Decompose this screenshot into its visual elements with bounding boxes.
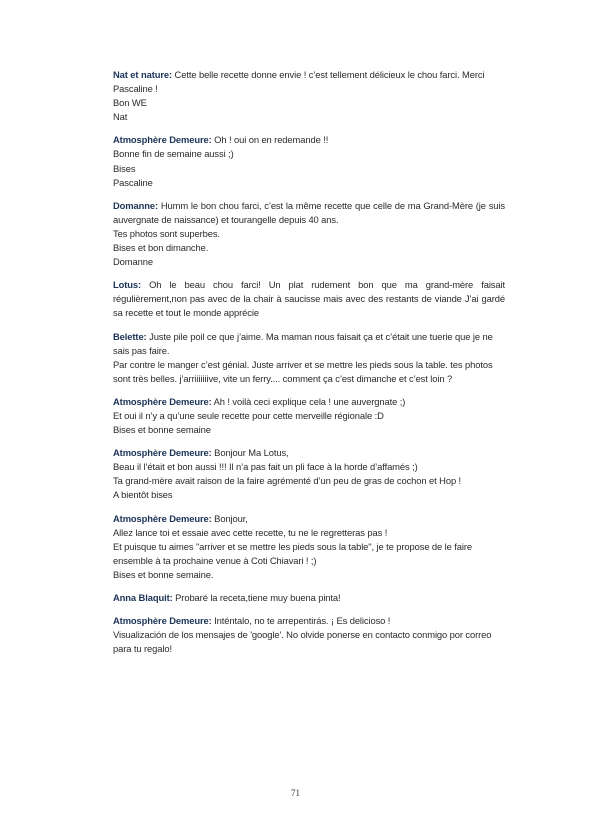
comment-text: Ah ! voilà ceci explique cela ! une auvergnate ;) [213,395,406,407]
comment-block [113,68,505,124]
comment-author: Atmosphère Demeure: [113,134,212,146]
comment-text: Et puisque tu aimes "arriver et se mettre les pieds sous la table", je te propose de le faire ensemble à ta prochaine venue à Coti Chiavari ! ;) [113,540,473,566]
comment-text: Oh le beau chou farci! Un plat rudement bon que ma grand-mère faisait régulièrement,non pas avec de la chair à saucisse mais avec des restants de viande J’ai gardé sa recette et tout le monde apprécie [113,279,505,319]
comment-line [113,568,505,582]
comment-line [113,358,505,386]
comment-list [113,68,505,656]
comment-line [113,147,505,161]
comment-text: Beau il l’était et bon aussi !!! Il n’a pas fait un pli face à la horde d’affamés ;) [113,461,418,473]
comment-text: Et oui il n’y a qu’une seule recette pour cette merveille régionale :D [113,409,384,421]
comment-author: Lotus: [113,279,142,291]
comment-line [113,591,505,605]
comment-author: Belette: [113,330,147,342]
comment-text: Tes photos sont superbes. [113,227,220,239]
comment-text: Ta grand-mère avait raison de la faire agrémenté d’un peu de gras de cochon et Hop ! [113,475,462,487]
comments-page [113,68,505,665]
comment-text: Allez lance toi et essaie avec cette recette, tu ne le regretteras pas ! [113,526,388,538]
comment-text: Bises et bonne semaine. [113,568,214,580]
comment-line [113,255,505,269]
comment-line [113,227,505,241]
comment-text: Bonjour Ma Lotus, [214,447,289,459]
comment-text: Humm le bon chou farci, c’est la même recette que celle de ma Grand-Mère (je suis auvergnate de naissance) et tourangelle depuis 40 ans. [113,199,505,225]
comment-line [113,628,505,656]
comment-line [113,526,505,540]
comment-text: Domanne [113,256,153,268]
comment-line [113,68,505,96]
comment-text: Juste pile poil ce que j’aime. Ma maman nous faisait ça et c’était une tuerie que je ne sais pas faire. [113,330,493,356]
comment-text: Probaré la receta,tiene muy buena pinta! [175,592,341,603]
comment-line [113,540,505,568]
comment-block [113,199,505,269]
comment-line [113,614,505,628]
comment-line [113,96,505,110]
comment-line [113,278,505,320]
comment-author: Atmosphère Demeure: [113,447,212,459]
comment-text: Nat [113,111,128,123]
comment-line [113,110,505,124]
comment-author: Atmosphère Demeure: [113,615,212,627]
comment-text: Bises et bon dimanche. [113,242,209,254]
comment-block [113,591,505,605]
comment-block [113,133,505,189]
comment-block [113,614,505,656]
comment-text: A bientôt bises [113,489,173,501]
comment-block [113,446,505,502]
comment-text: Bises [113,162,136,174]
comment-line [113,460,505,474]
comment-text: Bonjour, [214,512,248,524]
comment-line [113,133,505,147]
page-number: 71 [291,788,300,798]
comment-line [113,395,505,409]
comment-line [113,423,505,437]
comment-line [113,474,505,488]
comment-text: Oh ! oui on en redemande !! [214,134,329,146]
comment-line [113,330,505,358]
comment-line [113,162,505,176]
comment-line [113,409,505,423]
comment-text: Bises et bonne semaine [113,424,211,436]
comment-text: Inténtalo, no te arrepentirás. ¡ Es delicioso ! [214,615,391,627]
comment-text: Par contre le manger c’est génial. Juste arriver et se mettre les pieds sous la table. tes photos sont très belles. j’arriiiiiiive, vite un ferry.... comment ça c’est dimanche et c’est loin ? [113,358,493,384]
comment-text: Bonne fin de semaine aussi ;) [113,148,234,160]
comment-block [113,330,505,386]
comment-line [113,512,505,526]
comment-text: Visualización de los mensajes de 'google'. No olvide ponerse en contacto conmigo por correo para tu regalo! [113,629,492,655]
comment-author: Atmosphère Demeure: [113,512,212,524]
comment-author: Atmosphère Demeure: [113,395,212,407]
comment-block [113,278,505,320]
comment-line [113,199,505,227]
comment-author: Domanne: [113,199,159,211]
comment-line [113,488,505,502]
comment-author: Anna Blaquit: [113,592,173,603]
comment-line [113,446,505,460]
comment-author: Nat et nature: [113,69,173,80]
comment-text: Cette belle recette donne envie ! c’est tellement délicieux le chou farci. Merci Pascaline ! [113,69,485,95]
comment-text: Pascaline [113,176,153,188]
comment-text: Bon WE [113,97,147,109]
comment-block [113,512,505,582]
comment-line [113,241,505,255]
comment-block [113,395,505,437]
comment-line [113,176,505,190]
